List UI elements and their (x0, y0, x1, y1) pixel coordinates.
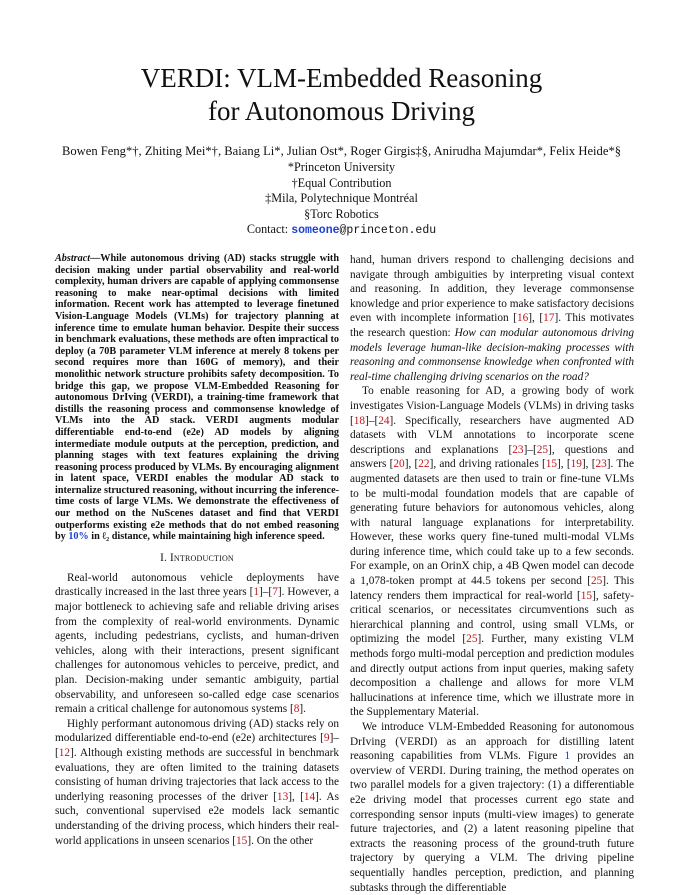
contact-label: Contact: (246, 222, 292, 236)
contact-email[interactable] (291, 224, 436, 237)
citation-link[interactable]: 19 (570, 458, 582, 471)
citation-link[interactable]: 14 (303, 790, 316, 803)
text-run: ]–[ (365, 414, 379, 427)
abstract-highlight-link[interactable]: 10% (68, 531, 89, 543)
text-run: ]. On the other (247, 834, 314, 847)
text-run: To enable reasoning for AD, a growing body of work investigates Vision-Language Models (VLMs) in driving tasks [ (350, 385, 634, 427)
paper-title (0, 62, 683, 128)
text-run: ]–[ (259, 586, 273, 599)
abstract-text-a: While autonomous driving (AD) stacks struggle with decision making under partial observability and real-world complexity, human drivers are capable of applying commonsense reasoning to make near-optimal decisions with limited information. Recent work has attempted to leverage finetuned Vision-Language Models (VLMs) for trajectory planning at inference time to emulate human behavior. Despite their success in benchmark evaluations, these methods are often impractical to deploy (a 70B parameter VLM inference at merely 8 tokens per second requires more than 160G of memory), and their monolithic network structure prohibits safety decomposition. To bridge this gap, we propose VLM-Embedded Reasoning for autonomous DrIving (VERDI), a training-time framework that distills the reasoning process and commonsense knowledge of VLMs into the AD stack. VERDI augments modular differentiable end-to-end (e2e) AD models by aligning intermediate module outputs at the perception, prediction, and planning stages with text features explaining the driving reasoning process produced by VLMs. By encouraging alignment in latent space, VERDI enables the modular AD stack to internalize structured reasoning, without incurring the inference-time costs of large VLMs. We demonstrate the effectiveness of our method on the NuScenes dataset and find that VERDI outperforms existing e2e methods that do not embed reasoning by (55, 253, 339, 543)
title-line-1: VERDI: VLM-Embedded Reasoning (140, 63, 543, 93)
text-run: ]–[ (55, 732, 339, 759)
citation-link[interactable]: 18 (353, 414, 366, 427)
citation-link[interactable]: 20 (393, 458, 405, 471)
text-run: ], [ (288, 790, 304, 803)
affiliation-princeton: *Princeton University (287, 160, 396, 174)
text-run: Real-world autonomous vehicle deployments have drastically increased in the last three years [ (55, 571, 339, 599)
contact-line (0, 222, 683, 239)
intro-paragraph-3 (350, 253, 634, 384)
citation-link[interactable]: 15 (236, 834, 248, 847)
figure-reference-link[interactable]: 1 (564, 750, 571, 763)
affiliations (0, 160, 683, 239)
research-question: How can modular autonomous driving models leverage human-like decision-making processes with reasoning and commonsense knowledge when confronted with real-time challenging driving scenarios on the road? (350, 326, 634, 383)
citation-link[interactable]: 24 (378, 414, 390, 427)
citation-link[interactable]: 23 (595, 458, 607, 471)
abstract (55, 253, 339, 543)
intro-paragraph-2 (55, 717, 339, 848)
citation-link[interactable]: 25 (466, 633, 478, 646)
citation-link[interactable]: 25 (590, 575, 603, 588)
citation-link[interactable]: 15 (545, 458, 558, 471)
text-run: ], and driving rationales [ (429, 458, 546, 471)
citation-link[interactable]: 12 (58, 746, 71, 759)
text-run: Highly performant autonomous driving (AD) stacks rely on modularized differentiable end-to-end (e2e) architectures [ (55, 717, 339, 745)
text-run: hand, human drivers respond to challenging decisions and navigate through ambiguities by interpreting visual context and reasoning. In addition, they leverage commonsense knowledge and prior experience to make satisfactory decisions even with incomplete information [ (350, 254, 634, 325)
abstract-text-b: in ℓ₂ distance, while maintaining high inference speed. (88, 531, 325, 543)
text-run: ]. However, a major bottleneck to achieving safe and reliable driving arises from the complexity of real-world environments. Dynamic agents, including pedestrians, cyclists, and human-driven vehicles, along with their interactions, present significant challenges for autonomous vehicles to perceive, predict, and plan. Decision-making under semantic ambiguity, partial observability, and unforeseen so-called edge case scenarios remain a critical challenge for autonomous systems [ (55, 586, 340, 716)
affiliation-equal-contribution: †Equal Contribution (291, 175, 392, 190)
intro-paragraph-4 (350, 384, 634, 720)
text-run: ]. The augmented datasets are then used to train or fine-tune VLMs to be multi-modal foundation models that are capable of generating future behaviors for autonomous vehicles, along with natural language explanations for interpretability. However, these works query fine-tuned multi-modal VLMs during inference time, which could take up to a few seconds. For example, on an OrinX chip, a 4B Qwen model can decode a 1,078-token prompt at 44.5 tokens per second [ (350, 458, 634, 588)
citation-link[interactable]: 8 (293, 703, 300, 716)
text-run: ], [ (557, 458, 571, 471)
citation-link[interactable]: 7 (272, 586, 278, 599)
citation-link[interactable]: 22 (418, 458, 430, 471)
intro-paragraph-5 (350, 720, 634, 895)
text-run: ], questions and answers [ (350, 443, 634, 471)
right-column (350, 253, 634, 895)
citation-link[interactable]: 25 (536, 443, 549, 456)
affiliation-mila: ‡Mila, Polytechnique Montréal (265, 191, 418, 205)
abstract-dash: — (90, 253, 101, 264)
text-run: ]. As such, conventional supervised e2e models lack semantic understanding of the driving process, which hinders their real-world applications in unseen scenarios [ (55, 790, 339, 847)
citation-link[interactable]: 13 (276, 790, 289, 803)
left-column (55, 253, 339, 848)
intro-paragraph-1 (55, 571, 339, 717)
text-run: ], [ (581, 458, 596, 471)
text-run: ]. This motivates the research question: (350, 312, 634, 339)
text-run: ], safety-critical scenarios, or necessitates circumventions such as hierarchical planning and control, using small VLMs, or optimizing the model [ (350, 589, 634, 646)
text-run: ], [ (528, 312, 544, 325)
text-run: ]–[ (523, 443, 537, 456)
title-line-2: for Autonomous Driving (208, 96, 475, 126)
text-run: ]. Specifically, researchers have augmented AD datasets with VLM annotations to incorporate scene descriptions and explanations [ (350, 414, 634, 456)
citation-link[interactable]: 17 (543, 312, 555, 325)
contact-email-user: someone (291, 224, 340, 237)
text-run: ]. This latency renders them impractical for real-world [ (350, 575, 634, 602)
citation-link[interactable]: 15 (580, 589, 593, 602)
text-run: We introduce VLM-Embedded Reasoning for autonomous DrIving (VERDI) as an approach for distilling latent reasoning capabilities from VLMs. Figure (350, 721, 634, 763)
citation-link[interactable]: 23 (512, 443, 524, 456)
author-list: Bowen Feng*†, Zhiting Mei*†, Baiang Li*, Julian Ost*, Roger Girgis‡§, Anirudha Majumdar*, Felix Heide*§ (61, 144, 622, 158)
section-heading-introduction (55, 552, 339, 564)
contact-email-domain: @princeton.edu (339, 224, 437, 237)
citation-link[interactable]: 16 (516, 312, 529, 325)
text-run: provides an overview of VERDI. During training, the method operates on two parallel models for a given trajectory: (1) a differentiable e2e driving model that processes current ego state and corresponding sensor inputs (multi-view images) to generate future trajectories, and (2) a latent reasoning pipeline that extracts the reasoning process of the ground-truth future trajectory by querying a VLM. The driving pipeline sequentially handles perception, prediction, and planning subtasks through the differentiable (350, 750, 634, 894)
abstract-lead: Abstract (55, 253, 91, 264)
text-run: ]. Although existing methods are successful in benchmark evaluations, they are often limited to the training datasets consisting of human driving trajectories that lack access to the underlying reasoning processes of the driver [ (55, 746, 339, 803)
section-name: Introduction (170, 551, 234, 564)
text-run: ], [ (404, 458, 419, 471)
citation-link[interactable]: 1 (253, 586, 260, 599)
text-run: ]. (299, 703, 306, 716)
citation-link[interactable]: 9 (323, 732, 330, 745)
section-numeral: I. (160, 551, 170, 564)
affiliation-torc: §Torc Robotics (304, 206, 379, 221)
text-run: ]. Further, many existing VLM methods forgo multi-modal perception and prediction modules and directly output actions from input queries, making safety decomposition a challenge and allows for more VLM hallucinations at inference time, which we illustrate more in the Supplementary Material. (350, 633, 634, 719)
